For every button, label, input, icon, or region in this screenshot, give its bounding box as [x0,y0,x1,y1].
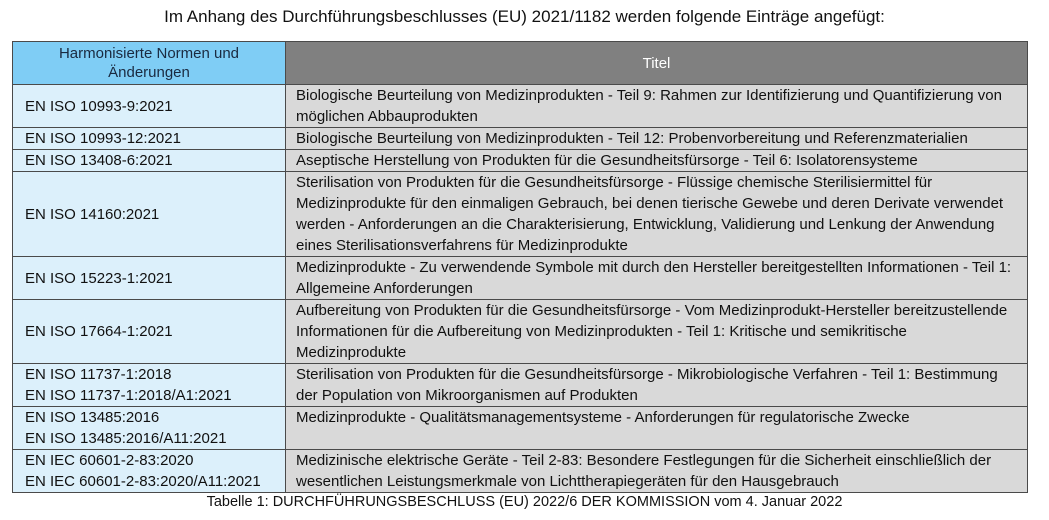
title-cell: Aseptische Herstellung von Produkten für die Gesundheitsfürsorge - Teil 6: Isolatorensysteme [286,150,1028,172]
norm-cell [13,407,286,450]
norm-line: EN ISO 13485:2016 [25,409,160,426]
norm-cell [13,150,286,172]
header-norms: Harmonisierte Normen und Änderungen [13,42,286,85]
norm-cell [13,300,286,364]
table-caption: Tabelle 1: DURCHFÜHRUNGSBESCHLUSS (EU) 2022/6 DER KOMMISSION vom 4. Januar 2022 [206,494,843,510]
table-row [13,257,1028,300]
norm-line: EN ISO 11737-1:2018 [25,366,172,383]
table-row [13,450,1028,493]
norm-cell [13,364,286,407]
title-cell: Aufbereitung von Produkten für die Gesundheitsfürsorge - Vom Medizinprodukt-Hersteller bereitzustellende Informationen für die Aufbereitung von Medizinprodukten - Teil 1: Kritische und semikritische Medizinprodukte [286,300,1028,364]
title-cell: Biologische Beurteilung von Medizinprodukten - Teil 12: Probenvorbereitung und Referenzmaterialien [286,128,1028,150]
norm-line: EN IEC 60601-2-83:2020 [25,452,194,469]
table-row [13,407,1028,450]
norm-line: EN ISO 11737-1:2018/A1:2021 [25,387,232,404]
title-cell: Sterilisation von Produkten für die Gesundheitsfürsorge - Flüssige chemische Sterilisiermittel für Medizinprodukte für den einmaligen Gebrauch, bei denen tierische Gewebe und deren Derivate verwendet werden - Anforderungen an die Charakterisierung, Entwicklung, Validierung und Lenkung der Anwendung eines Sterilisationsverfahrens für Medizinprodukte [286,172,1028,257]
title-cell: Sterilisation von Produkten für die Gesundheitsfürsorge - Mikrobiologische Verfahren - Teil 1: Bestimmung der Population von Mikroorganismen auf Produkten [286,364,1028,407]
title-cell: Biologische Beurteilung von Medizinprodukten - Teil 9: Rahmen zur Identifizierung und Quantifizierung von möglichen Abbauprodukten [286,85,1028,128]
standards-table-wrapper [12,41,1028,493]
standards-table [12,41,1028,493]
table-row [13,85,1028,128]
norm-line: EN ISO 13485:2016/A11:2021 [25,430,227,447]
table-row [13,150,1028,172]
norm-line: EN ISO 17664-1:2021 [25,323,173,340]
norm-line: EN ISO 15223-1:2021 [25,269,173,287]
header-title: Titel [286,42,1028,85]
table-row [13,300,1028,364]
title-cell: Medizinprodukte - Qualitätsmanagementsysteme - Anforderungen für regulatorische Zwecke [286,407,1028,450]
norm-cell [13,450,286,493]
norm-line: EN ISO 14160:2021 [25,205,160,223]
norm-line: EN ISO 10993-12:2021 [25,130,181,147]
norm-line: EN IEC 60601-2-83:2020/A11:2021 [25,473,261,490]
norm-cell [13,257,286,300]
table-row [13,364,1028,407]
norm-cell [13,172,286,257]
norm-line: EN ISO 13408-6:2021 [25,152,173,169]
norm-line: EN ISO 10993-9:2021 [25,97,173,115]
table-row [13,172,1028,257]
norm-cell [13,85,286,128]
page-heading: Im Anhang des Durchführungsbeschlusses (EU) 2021/1182 werden folgende Einträge angefügt: [164,7,885,26]
title-cell: Medizinprodukte - Zu verwendende Symbole mit durch den Hersteller bereitgestellten Informationen - Teil 1: Allgemeine Anforderungen [286,257,1028,300]
title-cell: Medizinische elektrische Geräte - Teil 2-83: Besondere Festlegungen für die Sicherheit einschließlich der wesentlichen Leistungsmerkmale von Lichttherapiegeräten für den Hausgebrauch [286,450,1028,493]
table-row [13,128,1028,150]
table-header-row [13,42,1028,85]
norm-cell [13,128,286,150]
